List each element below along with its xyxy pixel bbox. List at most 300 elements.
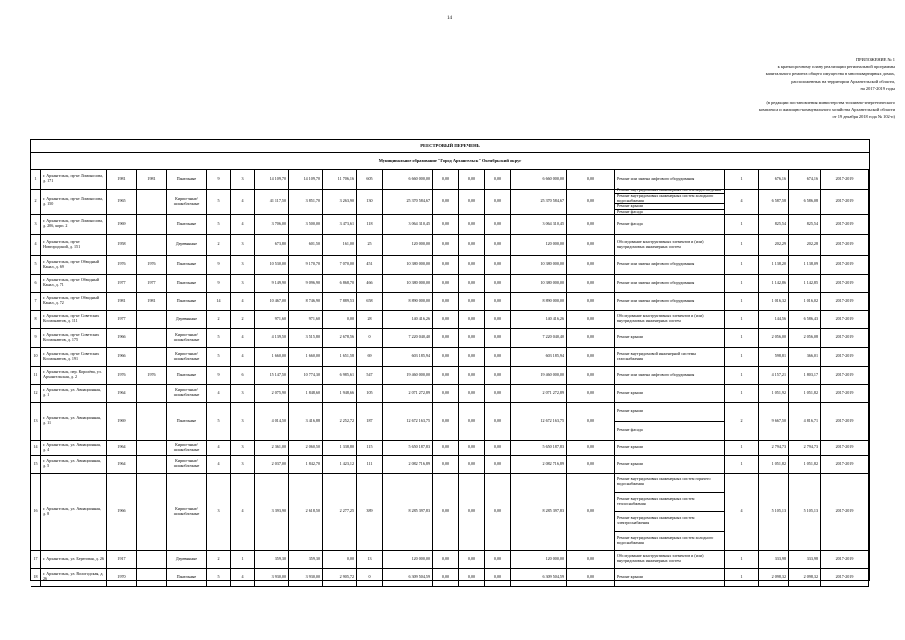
cell-a3: 2 905,72 [323, 568, 357, 586]
cell-f3: 0,00 [485, 234, 511, 255]
cell-a1: 673,80 [255, 234, 289, 255]
cell-works [615, 255, 725, 274]
cell-works [615, 347, 725, 366]
cell-y1: 1977 [107, 274, 137, 292]
cell-own: 8 890 000,00 [511, 292, 567, 310]
cell-f4: 0,00 [567, 440, 615, 455]
cell-pp: 105 [357, 384, 383, 402]
cell-u2: 6 586,08 [789, 189, 821, 214]
cell-cnt: 1 [725, 310, 759, 328]
work-item: Ремонт внутридомовых инженерных систем горячего водоснабжения [615, 473, 724, 493]
cell-u1: 202,29 [759, 234, 789, 255]
cell-a2: 3 515,80 [289, 328, 323, 347]
cell-f1: 0,00 [433, 310, 459, 328]
cell-u2: 1 138,09 [789, 255, 821, 274]
cell-u2: 202,28 [789, 234, 821, 255]
cell-a1: 3 393,90 [255, 473, 289, 550]
cell-n: 7 [31, 292, 41, 310]
cell-a1: 2 361,00 [255, 440, 289, 455]
cell-a2: 3 851,70 [289, 189, 323, 214]
cell-y1: 1969 [107, 402, 137, 440]
work-item: Ремонт крыши [617, 573, 643, 579]
cell-addr: г. Архангельск, пр-кт Советских Космонавтов, д. 175 [41, 328, 107, 347]
cell-y1: 1977 [107, 310, 137, 328]
cell-a2: 2 618,50 [289, 473, 323, 550]
cell-works [615, 310, 725, 328]
cell-total: 2 082 716,89 [383, 455, 433, 473]
cell-f1: 0,00 [433, 473, 459, 550]
table-row [31, 455, 869, 474]
cell-a2: 14 109,70 [289, 169, 323, 189]
cell-total: 10 380 000,00 [383, 255, 433, 274]
cell-addr: г. Архангельск, пр-кт Новгородский, д. 151 [41, 234, 107, 255]
cell-u1: 1 142,86 [759, 274, 789, 292]
cell-term: 2017-2019 [821, 568, 869, 586]
cell-fl: 4 [207, 440, 231, 455]
work-item: Ремонт крыши [617, 389, 643, 395]
cell-fl: 9 [207, 169, 231, 189]
cell-term: 2017-2019 [821, 234, 869, 255]
work-item: Ремонт крыши [617, 460, 643, 466]
cell-n: 10 [31, 347, 41, 366]
cell-y1: 1981 [107, 292, 137, 310]
cell-mat: Панельные [167, 214, 207, 234]
cell-y2: 1981 [137, 292, 167, 310]
cell-f4: 0,00 [567, 169, 615, 189]
cell-y1: 1965 [107, 189, 137, 214]
cell-mat: Панельные [167, 274, 207, 292]
cell-cnt: 1 [725, 292, 759, 310]
cell-n: 17 [31, 550, 41, 568]
cell-a1: 3 706,00 [255, 214, 289, 234]
cell-mat: Кирпи-чные/шлакоблочные [167, 384, 207, 402]
work-item: Ремонт внутридомовых инженерных систем холодного водоснабжения [615, 194, 724, 205]
cell-mat: Кирпи-чные/шлакоблочные [167, 455, 207, 473]
cell-u2: 6 586,43 [789, 310, 821, 328]
cell-f4: 0,00 [567, 255, 615, 274]
cell-a2: 971,60 [289, 310, 323, 328]
cell-mat: Кирпи-чные/шлакоблочные [167, 473, 207, 550]
cell-y1: 1964 [107, 384, 137, 402]
cell-mat: Кирпи-чные/шлакоблочные [167, 328, 207, 347]
cell-cnt: 4 [725, 473, 759, 550]
cell-addr: г. Архангельск, ул. Береговая, д. 26 [41, 550, 107, 568]
cell-f3: 0,00 [485, 384, 511, 402]
cell-en: 3 [231, 255, 255, 274]
cell-total: 603 185,94 [383, 347, 433, 366]
cell-works [615, 274, 725, 292]
cell-en: 3 [231, 234, 255, 255]
table-row [31, 255, 869, 275]
cell-f2: 0,00 [459, 384, 485, 402]
table-row [31, 292, 869, 311]
cell-f2: 0,00 [459, 440, 485, 455]
cell-pp: 69 [357, 347, 383, 366]
work-item: Ремонт внутридомовых инженерных систем теплоснабжения [615, 493, 724, 513]
table-row [31, 347, 869, 367]
cell-cnt: 1 [725, 274, 759, 292]
cell-own: 7 220 040,40 [511, 328, 567, 347]
cell-a1: 4 014,50 [255, 402, 289, 440]
cell-pp: 0 [357, 328, 383, 347]
cell-fl: 5 [207, 347, 231, 366]
cell-u2: 2 794,73 [789, 440, 821, 455]
cell-term: 2017-2019 [821, 169, 869, 189]
cell-fl: 2 [207, 234, 231, 255]
cell-addr: г. Архангельск, ул. Авиационная, д. 1 [41, 384, 107, 402]
cell-pp: 658 [357, 292, 383, 310]
cell-own: 603 185,94 [511, 347, 567, 366]
cell-term: 2017-2019 [821, 440, 869, 455]
cell-u1: 333,98 [759, 550, 789, 568]
table-row [31, 402, 869, 441]
cell-en: 2 [231, 310, 255, 328]
registry-table [30, 139, 870, 581]
cell-a1: 14 109,70 [255, 169, 289, 189]
cell-y2: 1976 [137, 366, 167, 384]
cell-n: 18 [31, 568, 41, 586]
work-item: Ремонт фасада [617, 209, 643, 215]
cell-u1: 2 056,00 [759, 328, 789, 347]
cell-f3: 0,00 [485, 310, 511, 328]
cell-a3: 1 651,58 [323, 347, 357, 366]
cell-f2: 0,00 [459, 550, 485, 568]
work-item: Ремонт внутридомовой инженерной системы газоснабжения [617, 350, 697, 361]
cell-cnt: 1 [725, 347, 759, 366]
cell-f4: 0,00 [567, 550, 615, 568]
work-item: Ремонт или замена лифтового оборудования [617, 371, 695, 377]
cell-works [615, 189, 725, 214]
cell-fl: 9 [207, 366, 231, 384]
cell-a1: 2 037,00 [255, 455, 289, 473]
cell-pp: 115 [357, 440, 383, 455]
cell-fl: 5 [207, 568, 231, 586]
cell-addr: г. Архангельск, пр-кт Советских Космонавтов, д. 111 [41, 310, 107, 328]
cell-addr: г. Архангельск, пер. Королёва, ул. Архангельская, д. 2 [41, 366, 107, 384]
cell-a3: 7 070,00 [323, 255, 357, 274]
cell-total: 120 000,00 [383, 550, 433, 568]
cell-own: 3 064 310,45 [511, 214, 567, 234]
cell-a1: 3 930,00 [255, 568, 289, 586]
cell-u2: 366,01 [789, 347, 821, 366]
cell-works [615, 214, 725, 234]
cell-f3: 0,00 [485, 440, 511, 455]
cell-en: 3 [231, 274, 255, 292]
cell-own: 10 380 000,00 [511, 255, 567, 274]
cell-pp: 130 [357, 189, 383, 214]
cell-pp: 547 [357, 366, 383, 384]
cell-own: 2 082 716,89 [511, 455, 567, 473]
cell-own: 120 000,00 [511, 550, 567, 568]
cell-cnt: 1 [725, 366, 759, 384]
cell-a1: 10 467,00 [255, 292, 289, 310]
cell-fl: 9 [207, 274, 231, 292]
cell-f4: 0,00 [567, 310, 615, 328]
cell-u1: 676,16 [759, 169, 789, 189]
cell-mat: Кирпи-чные/шлакоблочные [167, 347, 207, 366]
cell-mat: Панельные [167, 292, 207, 310]
cell-cnt: 1 [725, 455, 759, 473]
cell-total: 3 064 310,45 [383, 214, 433, 234]
table-row [31, 214, 869, 235]
work-item: Обследование конструктивных элементов и (или) внутридомовых инженерных систем [617, 313, 704, 323]
cell-y2 [137, 347, 167, 366]
cell-en: 3 [231, 402, 255, 440]
cell-a2: 3 500,00 [289, 214, 323, 234]
work-item: Ремонт крыши [615, 204, 724, 210]
cell-total: 5 650 187,83 [383, 440, 433, 455]
cell-a1: 15 147,50 [255, 366, 289, 384]
cell-y2 [137, 234, 167, 255]
cell-y1: 1964 [107, 440, 137, 455]
cell-mat: Панельные [167, 402, 207, 440]
cell-u2: 1 051,82 [789, 455, 821, 473]
cell-f4: 0,00 [567, 473, 615, 550]
cell-own: 5 650 187,83 [511, 440, 567, 455]
cell-addr: г. Архангельск, ул. Авиационная, д. 4 [41, 440, 107, 455]
cell-en: 3 [231, 440, 255, 455]
cell-term: 2017-2019 [821, 473, 869, 550]
cell-en: 6 [231, 366, 255, 384]
cell-n: 1 [31, 169, 41, 189]
cell-u2: 1 142,85 [789, 274, 821, 292]
cell-f3: 0,00 [485, 274, 511, 292]
cell-f4: 0,00 [567, 402, 615, 440]
cell-works [615, 234, 725, 255]
cell-total: 10 380 000,00 [383, 274, 433, 292]
cell-n: 14 [31, 440, 41, 455]
cell-own: 2 071 272,89 [511, 384, 567, 402]
cell-f1: 0,00 [433, 234, 459, 255]
cell-works [615, 366, 725, 384]
cell-term: 2017-2019 [821, 189, 869, 214]
work-item: Ремонт или замена лифтового оборудования [617, 297, 695, 303]
cell-en: 3 [231, 169, 255, 189]
work-item: Ремонт или замена лифтового оборудования [617, 261, 695, 267]
cell-works [615, 169, 725, 189]
cell-f2: 0,00 [459, 568, 485, 586]
cell-y2 [137, 455, 167, 473]
cell-u1: 4 157,21 [759, 366, 789, 384]
work-item: Ремонт крыши [617, 444, 643, 450]
header-line: (в редакции постановления министерства топливно-энергетического [766, 100, 895, 106]
cell-term: 2017-2019 [821, 274, 869, 292]
cell-u2: 674,16 [789, 169, 821, 189]
cell-mat: Панельные [167, 568, 207, 586]
cell-pp: 466 [357, 274, 383, 292]
cell-a2: 1 660,00 [289, 347, 323, 366]
cell-n: 16 [31, 473, 41, 550]
cell-pp: 25 [357, 234, 383, 255]
cell-f2: 0,00 [459, 347, 485, 366]
work-item: Ремонт или замена лифтового оборудования [617, 279, 695, 285]
cell-f3: 0,00 [485, 568, 511, 586]
cell-fl: 5 [207, 402, 231, 440]
cell-cnt: 1 [725, 214, 759, 234]
cell-f1: 0,00 [433, 347, 459, 366]
cell-a1: 971,60 [255, 310, 289, 328]
cell-a1: 2 075,90 [255, 384, 289, 402]
cell-a2: 10 774,30 [289, 366, 323, 384]
cell-a2: 359,30 [289, 550, 323, 568]
cell-a1: 1 660,00 [255, 347, 289, 366]
cell-own: 10 380 000,00 [511, 274, 567, 292]
cell-pp: 605 [357, 169, 383, 189]
cell-a2: 9 170,70 [289, 255, 323, 274]
cell-pp: 28 [357, 310, 383, 328]
cell-f3: 0,00 [485, 189, 511, 214]
cell-a3: 11 706,16 [323, 169, 357, 189]
cell-u2: 1 803,17 [789, 366, 821, 384]
cell-term: 2017-2019 [821, 402, 869, 440]
cell-cnt: 1 [725, 384, 759, 402]
table-row [31, 550, 869, 569]
cell-a3: 0,00 [323, 550, 357, 568]
cell-a3: 161,00 [323, 234, 357, 255]
cell-u1: 1 016,32 [759, 292, 789, 310]
cell-u2: 333,98 [789, 550, 821, 568]
cell-a3: 0,00 [323, 310, 357, 328]
cell-fl: 14 [207, 292, 231, 310]
cell-addr: г. Архангельск, ул. Вологодская, д. 26 [41, 568, 107, 586]
cell-y2 [137, 568, 167, 586]
cell-own: 19 460 000,00 [511, 366, 567, 384]
cell-n: 6 [31, 274, 41, 292]
cell-a3: 1 338,80 [323, 440, 357, 455]
work-item: Ремонт фасада [617, 220, 643, 226]
cell-a2: 3 930,00 [289, 568, 323, 586]
cell-total: 7 220 040,40 [383, 328, 433, 347]
cell-y1: 1981 [107, 169, 137, 189]
cell-f2: 0,00 [459, 366, 485, 384]
work-item: Ремонт крыши [615, 402, 724, 422]
cell-a2: 2 060,50 [289, 440, 323, 455]
table-row [31, 234, 869, 256]
cell-f1: 0,00 [433, 169, 459, 189]
cell-addr: г. Архангельск, пр-кт Ломоносова, д. 150 [41, 189, 107, 214]
cell-fl: 4 [207, 384, 231, 402]
header-line: от 19 декабря 2018 года № 102-п) [832, 114, 895, 120]
cell-f2: 0,00 [459, 473, 485, 550]
cell-pp: 451 [357, 255, 383, 274]
work-item: Ремонт крыши [617, 334, 643, 340]
cell-pp: 13 [357, 550, 383, 568]
cell-f1: 0,00 [433, 214, 459, 234]
table-row [31, 310, 869, 329]
cell-mat: Кирпи-чные/шлакоблочные [167, 189, 207, 214]
cell-addr: г. Архангельск, пр-кт Ломоносова, д. 171 [41, 169, 107, 189]
cell-a1: 9 149,90 [255, 274, 289, 292]
cell-total: 140 416,26 [383, 310, 433, 328]
cell-term: 2017-2019 [821, 550, 869, 568]
cell-en: 4 [231, 214, 255, 234]
cell-a2: 3 416,88 [289, 402, 323, 440]
cell-a2: 601,50 [289, 234, 323, 255]
cell-f3: 0,00 [485, 169, 511, 189]
table-row [31, 440, 869, 456]
cell-fl: 5 [207, 214, 231, 234]
cell-addr: г. Архангельск, ул. Авиационная, д. 11 [41, 402, 107, 440]
cell-term: 2017-2019 [821, 255, 869, 274]
cell-addr: г. Архангельск, пр-кт Обводный Канал, д. 69 [41, 255, 107, 274]
cell-en: 4 [231, 347, 255, 366]
cell-fl: 5 [207, 189, 231, 214]
cell-f1: 0,00 [433, 274, 459, 292]
cell-a3: 1 423,12 [323, 455, 357, 473]
cell-a1: 4 139,50 [255, 328, 289, 347]
cell-term: 2017-2019 [821, 384, 869, 402]
cell-cnt: 2 [725, 402, 759, 440]
cell-u2: 2 056,08 [789, 328, 821, 347]
cell-y2 [137, 402, 167, 440]
cell-addr: г. Архангельск, пр-кт Обводный Канал, д. 72 [41, 292, 107, 310]
cell-cnt: 1 [725, 568, 759, 586]
cell-total: 6 660 000,00 [383, 169, 433, 189]
cell-total: 120 000,00 [383, 234, 433, 255]
table-row [31, 274, 869, 293]
cell-a3: 6 985,61 [323, 366, 357, 384]
cell-u2: 2 098,32 [789, 568, 821, 586]
cell-f2: 0,00 [459, 234, 485, 255]
cell-pp: 0 [357, 568, 383, 586]
cell-f4: 0,00 [567, 347, 615, 366]
cell-cnt: 4 [725, 189, 759, 214]
cell-term: 2017-2019 [821, 366, 869, 384]
cell-u1: 598,81 [759, 347, 789, 366]
table-row [31, 568, 869, 587]
cell-a2: 1 842,70 [289, 455, 323, 473]
cell-a3: 1 948,66 [323, 384, 357, 402]
cell-en: 3 [231, 455, 255, 473]
cell-y1: 1970 [107, 568, 137, 586]
cell-works [615, 292, 725, 310]
cell-works [615, 384, 725, 402]
cell-n: 11 [31, 366, 41, 384]
cell-f3: 0,00 [485, 366, 511, 384]
cell-a3: 2 252,72 [323, 402, 357, 440]
cell-f1: 0,00 [433, 550, 459, 568]
cell-n: 12 [31, 384, 41, 402]
cell-mat: Деревянные [167, 310, 207, 328]
cell-f1: 0,00 [433, 440, 459, 455]
cell-f4: 0,00 [567, 274, 615, 292]
cell-u1: 1 138,20 [759, 255, 789, 274]
work-item: Ремонт фасада [617, 427, 643, 433]
cell-n: 9 [31, 328, 41, 347]
cell-mat: Панельные [167, 366, 207, 384]
cell-pp: 111 [357, 455, 383, 473]
cell-u1: 1 051,82 [759, 455, 789, 473]
cell-f1: 0,00 [433, 328, 459, 347]
cell-pp: 118 [357, 214, 383, 234]
cell-y2: 1981 [137, 169, 167, 189]
cell-a3: 2 277,25 [323, 473, 357, 550]
cell-term: 2017-2019 [821, 455, 869, 473]
cell-cnt: 1 [725, 255, 759, 274]
header-line: на 2017-2019 годы [860, 85, 895, 91]
cell-en: 4 [231, 568, 255, 586]
cell-u1: 9 667,50 [759, 402, 789, 440]
cell-f1: 0,00 [433, 455, 459, 473]
cell-y2: 1976 [137, 255, 167, 274]
cell-u1: 6 587,58 [759, 189, 789, 214]
cell-u1: 2 794,73 [759, 440, 789, 455]
cell-f4: 0,00 [567, 292, 615, 310]
cell-total: 19 460 000,00 [383, 366, 433, 384]
cell-y2 [137, 550, 167, 568]
cell-addr: г. Архангельск, пр-кт Ломоносова, д. 206, корп. 2 [41, 214, 107, 234]
cell-own: 8 285 397,83 [511, 473, 567, 550]
